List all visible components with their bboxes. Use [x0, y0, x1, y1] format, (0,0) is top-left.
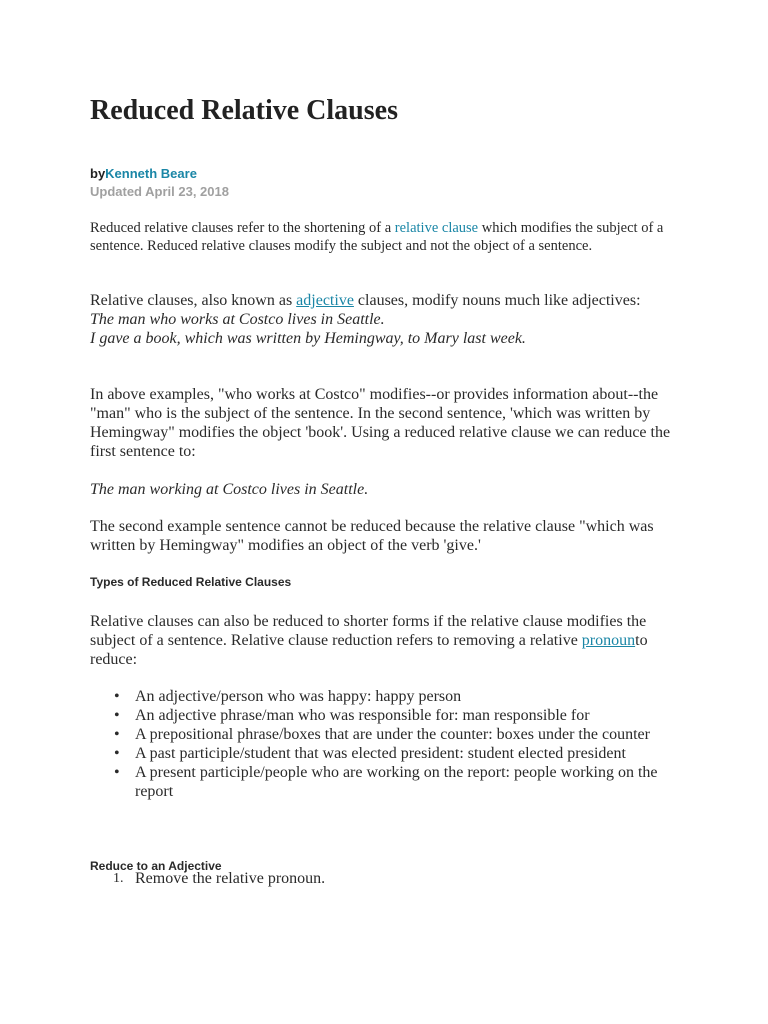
para2-text-1: Relative clauses, also known as [90, 292, 297, 309]
steps-list [90, 869, 685, 888]
list-item: • A present participle/people who are working on the report: people working on the report [135, 763, 685, 801]
list-item: • A past participle/student that was elected president: student elected president [135, 744, 685, 763]
types-list [90, 687, 685, 801]
relative-clause-link[interactable]: relative clause [394, 220, 479, 236]
example-sentence-1: The man who works at Costco lives in Seattle. [90, 311, 385, 328]
reduced-example-paragraph [90, 480, 685, 499]
list-item: • An adjective/person who was happy: happy person [135, 687, 685, 706]
example-sentence-2: I gave a book, which was written by Hemingway, to Mary last week. [90, 330, 526, 347]
byline-prefix: by [90, 166, 106, 181]
section-heading-adjective: Reduce to an Adjective [90, 859, 222, 873]
explanation-paragraph: In above examples, "who works at Costco" modifies--or provides information about--the "man" who is the subject of the sentence. In the second sentence, 'which was written by Hemingway" modifies the object 'book'. Using a reduced relative clause we can reduce the first sentence to: [90, 386, 671, 460]
adjective-clauses-paragraph [90, 291, 685, 348]
page-title: Reduced Relative Clauses [90, 95, 398, 126]
para6-text-2: to reduce: [90, 632, 648, 668]
adjective-link[interactable]: adjective [296, 292, 354, 309]
pronoun-link[interactable]: pronoun [581, 632, 636, 649]
intro-text-1: Reduced relative clauses refer to the shortening of a [90, 220, 395, 236]
list-item: • A prepositional phrase/boxes that are under the counter: boxes under the counter [135, 725, 685, 744]
list-item [113, 869, 685, 888]
list-item: • An adjective phrase/man who was responsible for: man responsible for [135, 706, 685, 725]
byline [90, 165, 197, 183]
para2-text-2: clauses, modify nouns much like adjectives: [353, 292, 641, 309]
section-heading-types: Types of Reduced Relative Clauses [90, 575, 292, 589]
para6-text-1: Relative clauses can also be reduced to shorter forms if the relative clause modifies the subject of a sentence. Relative clause reduction refers to removing a relative [90, 613, 647, 649]
step-number: 1. [113, 871, 124, 886]
object-clause-paragraph: The second example sentence cannot be reduced because the relative clause "which was written by Hemingway" modifies an object of the verb 'give.' [90, 518, 654, 554]
author-link[interactable]: Kenneth Beare [105, 166, 197, 181]
intro-paragraph [90, 219, 685, 255]
reduced-example: The man working at Costco lives in Seattle. [90, 481, 369, 498]
updated-date: Updated April 23, 2018 [90, 184, 229, 199]
reduction-paragraph [90, 612, 685, 669]
intro-text-2: which modifies the subject of a sentence. Reduced relative clauses modify the subject and not the object of a sentence. [90, 220, 664, 254]
step-text: Remove the relative pronoun. [135, 870, 326, 887]
